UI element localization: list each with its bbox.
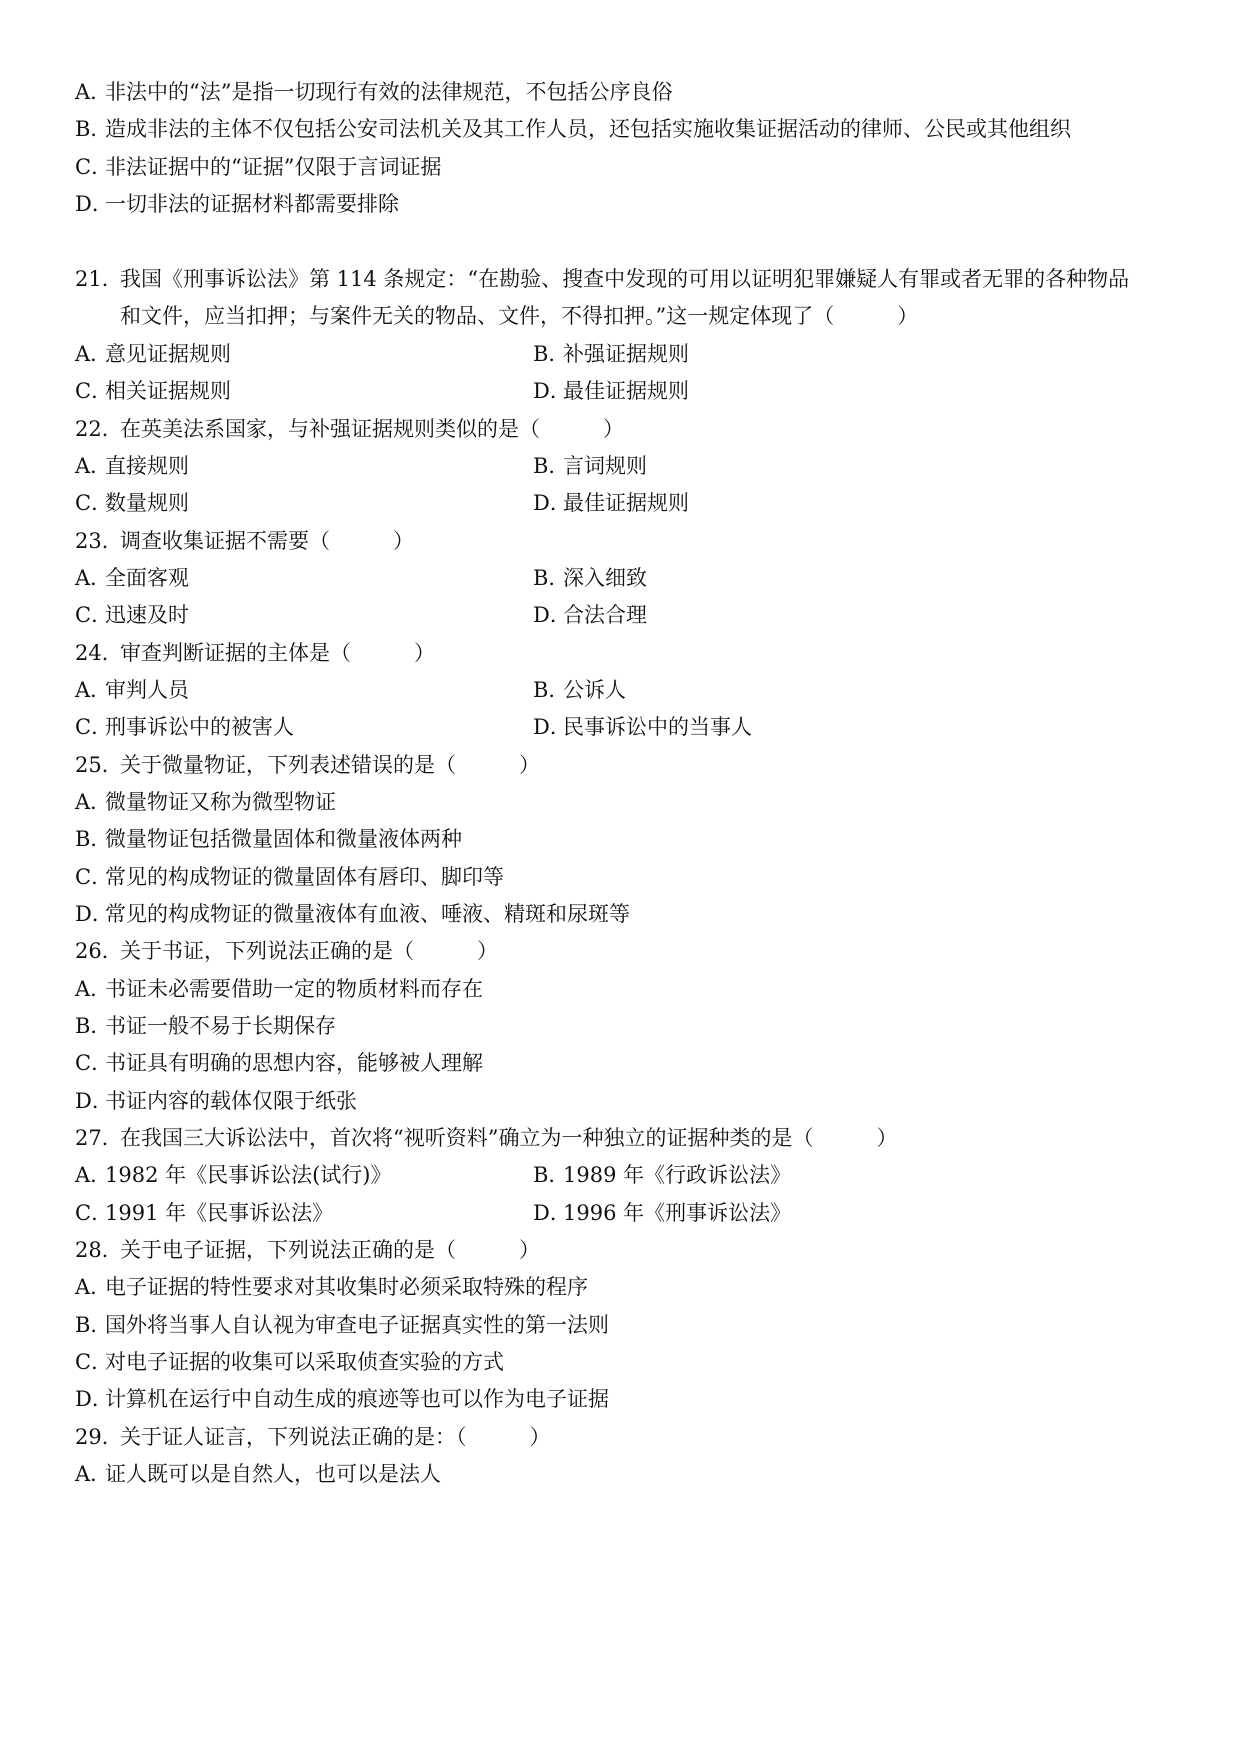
option-letter: B． (75, 827, 112, 851)
q22-option-b (533, 453, 647, 479)
q26-option-b (75, 1013, 336, 1039)
question-number: 26． (75, 939, 123, 963)
option-letter: B． (75, 1014, 112, 1038)
q26-option-a (75, 976, 483, 1002)
q28-option-c (75, 1349, 504, 1375)
question-stem: 我国《刑事诉讼法》第 114 条规定：“在勘验、搜查中发现的可用以证明犯罪嫌疑人有罪或者无罪的各种物品 (120, 267, 1130, 291)
option-text: 深入细致 (563, 566, 647, 590)
option-letter: A． (75, 1462, 112, 1486)
option-text: 最佳证据规则 (563, 491, 689, 515)
question-stem: 和文件，应当扣押；与案件无关的物品、文件，不得扣押。”这一规定体现了（ ） (120, 304, 919, 328)
option-letter: C． (75, 1201, 113, 1225)
option-letter: A． (75, 80, 112, 104)
option-text: 1991 年《民事诉讼法》 (105, 1201, 334, 1225)
question-stem: 关于电子证据，下列说法正确的是（ ） (120, 1238, 540, 1262)
option-text: 国外将当事人自认视为审查电子证据真实性的第一法则 (105, 1313, 609, 1337)
option-letter: D． (533, 1201, 571, 1225)
option-text: 对电子证据的收集可以采取侦查实验的方式 (105, 1350, 504, 1374)
question-number: 21． (75, 267, 123, 291)
option-text: 1989 年《行政诉讼法》 (563, 1163, 792, 1187)
option-letter: D． (75, 192, 113, 216)
question-stem: 在英美法系国家，与补强证据规则类似的是（ ） (120, 417, 624, 441)
question-number: 29． (75, 1425, 123, 1449)
question-number: 28． (75, 1238, 123, 1262)
option-letter: C． (75, 491, 113, 515)
option-text: 电子证据的特性要求对其收集时必须采取特殊的程序 (105, 1275, 588, 1299)
q23-option-d (533, 602, 647, 628)
question-stem: 关于微量物证，下列表述错误的是（ ） (120, 753, 540, 777)
q22-stem (75, 416, 624, 442)
option-letter: B． (533, 342, 570, 366)
option-text: 造成非法的主体不仅包括公安司法机关及其工作人员，还包括实施收集证据活动的律师、公民或其他组织 (105, 117, 1071, 141)
option-letter: C． (75, 379, 113, 403)
q21-option-b (533, 341, 689, 367)
option-text: 常见的构成物证的微量液体有血液、唾液、精斑和尿斑等 (105, 902, 630, 926)
q28-option-a (75, 1274, 588, 1300)
q22-option-d (533, 490, 689, 516)
option-letter: C． (75, 865, 113, 889)
option-letter: A． (75, 1163, 112, 1187)
option-text: 刑事诉讼中的被害人 (105, 715, 294, 739)
q28-stem (75, 1237, 540, 1263)
option-letter: C． (75, 603, 113, 627)
option-letter: C． (75, 1350, 113, 1374)
option-text: 微量物证包括微量固体和微量液体两种 (105, 827, 462, 851)
q21-option-d (533, 378, 689, 404)
q23-stem (75, 528, 414, 554)
option-letter: D． (75, 1089, 113, 1113)
option-letter: C． (75, 715, 113, 739)
option-text: 微量物证又称为微型物证 (105, 790, 336, 814)
option-text: 一切非法的证据材料都需要排除 (105, 192, 399, 216)
option-letter: C． (75, 1051, 113, 1075)
option-text: 计算机在运行中自动生成的痕迹等也可以作为电子证据 (105, 1387, 609, 1411)
option-letter: A． (75, 678, 112, 702)
question-stem: 在我国三大诉讼法中，首次将“视听资料”确立为一种独立的证据种类的是（ ） (120, 1126, 898, 1150)
q27-stem (75, 1125, 897, 1151)
q24-option-b (533, 677, 626, 703)
option-letter: D． (75, 1387, 113, 1411)
question-stem: 审查判断证据的主体是（ ） (120, 641, 435, 665)
option-text: 直接规则 (105, 454, 189, 478)
q25-option-c (75, 864, 504, 890)
option-letter: B． (533, 1163, 570, 1187)
q24-option-d (533, 714, 752, 740)
q24-stem (75, 640, 435, 666)
option-letter: A． (75, 790, 112, 814)
option-text: 1996 年《刑事诉讼法》 (563, 1201, 792, 1225)
option-letter: D． (75, 902, 113, 926)
option-text: 补强证据规则 (563, 342, 689, 366)
option-text: 相关证据规则 (105, 379, 231, 403)
q27-option-d (533, 1200, 791, 1226)
option-text: 民事诉讼中的当事人 (563, 715, 752, 739)
q22-option-a (75, 453, 189, 479)
option-letter: D． (533, 603, 571, 627)
option-letter: A． (75, 1275, 112, 1299)
q25-stem (75, 752, 540, 778)
q20-option-b (75, 116, 1071, 142)
option-letter: D． (533, 491, 571, 515)
option-text: 常见的构成物证的微量固体有唇印、脚印等 (105, 865, 504, 889)
option-letter: B． (533, 566, 570, 590)
option-letter: A． (75, 342, 112, 366)
option-text: 言词规则 (563, 454, 647, 478)
q29-option-a (75, 1461, 441, 1487)
q24-option-c (75, 714, 294, 740)
q26-stem (75, 938, 498, 964)
q25-option-a (75, 789, 336, 815)
q22-option-c (75, 490, 189, 516)
option-letter: A． (75, 454, 112, 478)
q27-option-a (75, 1162, 392, 1188)
option-text: 书证具有明确的思想内容，能够被人理解 (105, 1051, 483, 1075)
option-text: 非法证据中的“证据”仅限于言词证据 (105, 155, 442, 179)
option-text: 意见证据规则 (105, 342, 231, 366)
option-letter: B． (533, 454, 570, 478)
option-text: 书证未必需要借助一定的物质材料而存在 (105, 977, 483, 1001)
option-text: 迅速及时 (105, 603, 189, 627)
q25-option-b (75, 826, 462, 852)
option-letter: A． (75, 977, 112, 1001)
q23-option-c (75, 602, 189, 628)
option-text: 书证一般不易于长期保存 (105, 1014, 336, 1038)
option-text: 全面客观 (105, 566, 189, 590)
question-number: 25． (75, 753, 123, 777)
q24-option-a (75, 677, 189, 703)
q20-option-a (75, 79, 672, 105)
q21-option-c (75, 378, 231, 404)
question-number: 24． (75, 641, 123, 665)
q21-stem-continued (120, 303, 918, 329)
q20-option-c (75, 154, 441, 180)
option-letter: B． (75, 1313, 112, 1337)
q21-stem (75, 266, 1129, 292)
option-text: 合法合理 (563, 603, 647, 627)
q20-option-d (75, 191, 399, 217)
q26-option-d (75, 1088, 357, 1114)
option-text: 最佳证据规则 (563, 379, 689, 403)
option-letter: B． (75, 117, 112, 141)
question-stem: 调查收集证据不需要（ ） (120, 529, 414, 553)
option-text: 证人既可以是自然人，也可以是法人 (105, 1462, 441, 1486)
q28-option-d (75, 1386, 609, 1412)
option-letter: A． (75, 566, 112, 590)
option-text: 数量规则 (105, 491, 189, 515)
q27-option-b (533, 1162, 791, 1188)
question-number: 27． (75, 1126, 123, 1150)
question-number: 22． (75, 417, 123, 441)
q28-option-b (75, 1312, 609, 1338)
q23-option-a (75, 565, 189, 591)
q23-option-b (533, 565, 647, 591)
option-letter: B． (533, 678, 570, 702)
option-text: 1982 年《民事诉讼法(试行)》 (105, 1163, 392, 1187)
q27-option-c (75, 1200, 333, 1226)
q26-option-c (75, 1050, 483, 1076)
question-number: 23． (75, 529, 123, 553)
option-text: 非法中的“法”是指一切现行有效的法律规范，不包括公序良俗 (105, 80, 673, 104)
question-stem: 关于书证，下列说法正确的是（ ） (120, 939, 498, 963)
q25-option-d (75, 901, 630, 927)
q29-stem (75, 1424, 551, 1450)
q21-option-a (75, 341, 231, 367)
option-letter: C． (75, 155, 113, 179)
option-text: 审判人员 (105, 678, 189, 702)
option-letter: D． (533, 715, 571, 739)
option-text: 公诉人 (563, 678, 626, 702)
question-stem: 关于证人证言，下列说法正确的是：（ ） (120, 1425, 551, 1449)
option-text: 书证内容的载体仅限于纸张 (105, 1089, 357, 1113)
option-letter: D． (533, 379, 571, 403)
